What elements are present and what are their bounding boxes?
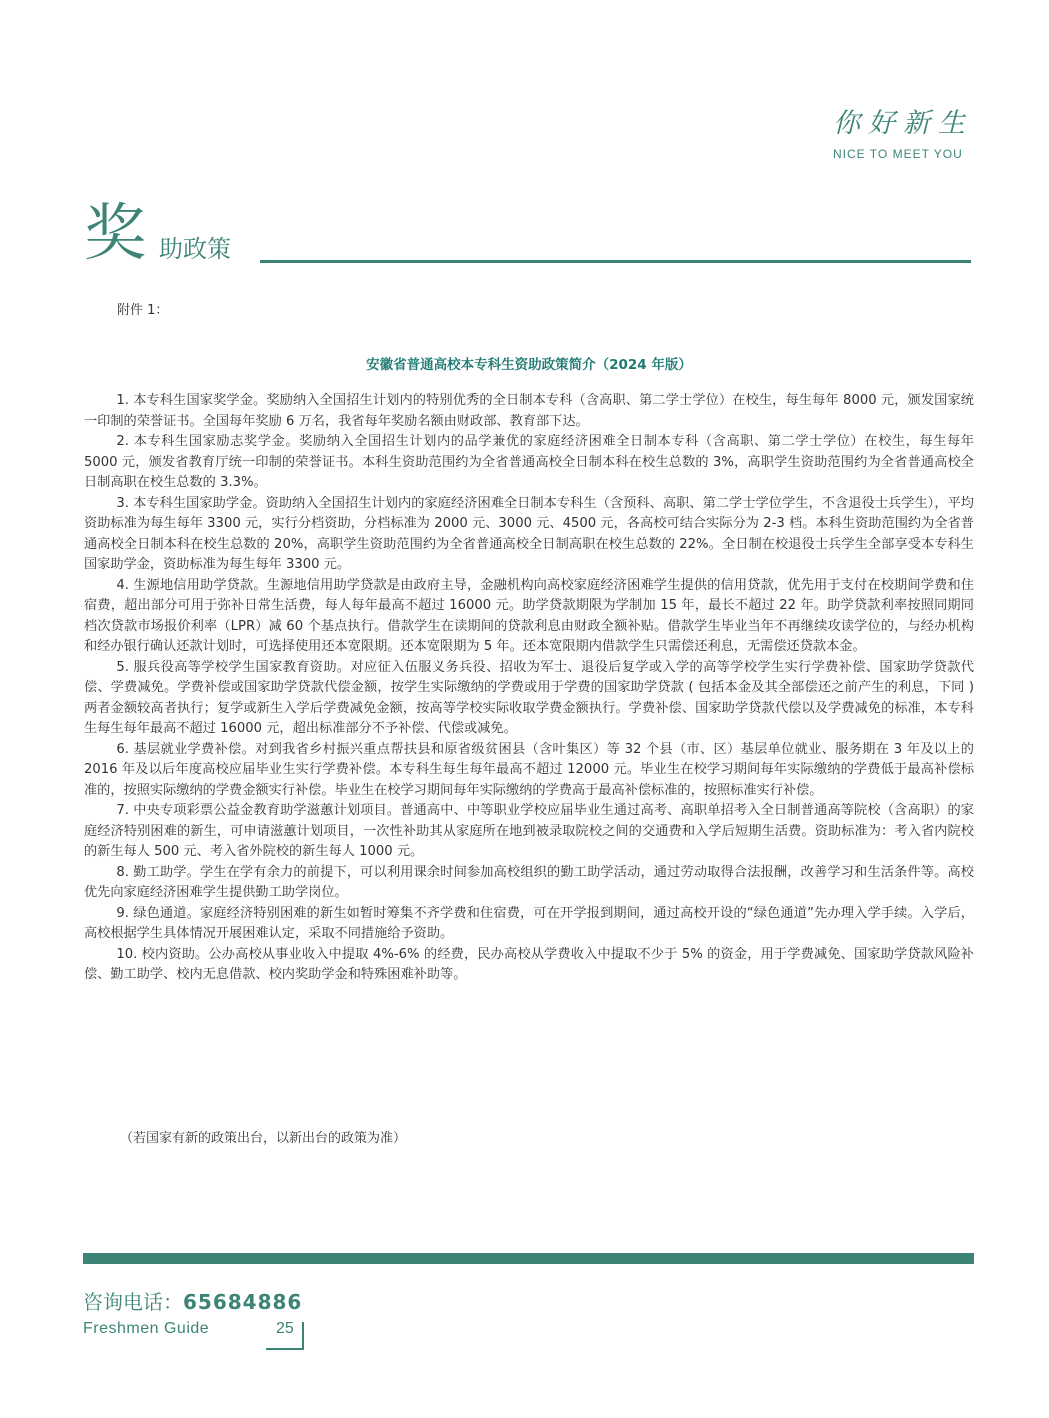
document-body — [84, 391, 974, 986]
guide-label: Freshmen Guide — [83, 1320, 210, 1337]
paragraph-6: 6. 基层就业学费补偿。对到我省乡村振兴重点帮扶县和原省级贫困县（含叶集区）等 32 个县（市、区）基层单位就业、服务期在 3 年及以上的 2016 年及以后年度高校应届毕业生实行学费补偿。本专科生每生每年最高不超过 12000 元。毕业生在校学习期间每年实际缴纳的学费低于最高补偿标准的，按照实际缴纳的学费金额实行补偿。毕业生在校学习期间每年实际缴纳的学费高于最高补偿标准的，按照标准实行补偿。 — [84, 741, 974, 798]
section-big-char: 奖 — [84, 196, 147, 269]
paragraph-5: 5. 服兵役高等学校学生国家教育资助。对应征入伍服义务兵役、招收为军士、退役后复学或入学的高等学校学生实行学费补偿、国家助学贷款代偿、学费减免。学费补偿或国家助学贷款代偿金额，按学生实际缴纳的学费或用于学费的国家助学贷款 ( 包括本金及其全部偿还之前产生的利息，下同 ) 两者金额较高者执行；复学或新生入学后学费减免金额，按高等学校实际收取学费金额执行。学费补偿、国家助学贷款代偿以及学费减免的标准，本专科生每生每年最高不超过 16000 元，超出标准部分不予补偿、代偿或减免。 — [84, 659, 974, 736]
paragraph-2: 2. 本专科生国家励志奖学金。奖励纳入全国招生计划内的品学兼优的家庭经济困难全日制本专科（含高职、第二学士学位）在校生，每生每年 5000 元，颁发省教育厅统一印制的荣誉证书。本科生资助范围约为全省普通高校全日制本科在校生总数的 3%，高职学生资助范围约为全省普通高校全日制高职在校生总数的 3.3%。 — [84, 434, 974, 490]
hotline-number: 65684886 — [183, 1290, 303, 1314]
hotline-label: 咨询电话： — [83, 1290, 183, 1314]
greeting-chinese: 你好新生 — [833, 108, 973, 139]
page-number: 25 — [276, 1320, 294, 1337]
paragraph-4: 4. 生源地信用助学贷款。生源地信用助学贷款是由政府主导，金融机构向高校家庭经济困难学生提供的信用贷款，优先用于支付在校期间学费和住宿费，超出部分可用于弥补日常生活费，每人每年最高不超过 16000 元。助学贷款期限为学制加 15 年，最长不超过 22 年。助学贷款利率按照同期同档次贷款市场报价利率（LPR）减 60 个基点执行。借款学生在读期间的贷款利息由财政全额补贴。借款学生毕业当年不再继续攻读学位的，与经办机构和经办银行确认还款计划时，可选择使用还本宽限期。还本宽限期为 5 年。还本宽限期内借款学生只需偿还利息，无需偿还贷款本金。 — [84, 577, 974, 654]
attachment-label: 附件 1： — [117, 303, 169, 318]
heading-rule — [260, 260, 971, 263]
footer-bar — [83, 1253, 974, 1264]
paragraph-9: 9. 绿色通道。家庭经济特别困难的新生如暂时筹集不齐学费和住宿费，可在开学报到期间，通过高校开设的“绿色通道”先办理入学手续。入学后，高校根据学生具体情况开展困难认定，采取不同措施给予资助。 — [84, 905, 974, 941]
greeting-english: NICE TO MEET YOU — [833, 147, 963, 161]
page-corner-mark — [266, 1322, 304, 1350]
hotline — [83, 1288, 302, 1316]
paragraph-3: 3. 本专科生国家助学金。资助纳入全国招生计划内的家庭经济困难全日制本专科生（含预科、高职、第二学士学位学生，不含退役士兵学生），平均资助标准为每生每年 3300 元，实行分档资助，分档标准为 2000 元、3000 元、4500 元，各高校可结合实际分为 2-3 档。本科生资助范围约为全省普通高校全日制本科在校生总数的 20%，高职学生资助范围约为全省普通高校全日制高职在校生总数的 22%。全日制在校退役士兵学生全部享受本专科生国家助学金，资助标准为每生每年 3300 元。 — [84, 495, 974, 572]
policy-note: （若国家有新的政策出台，以新出台的政策为准） — [120, 1131, 407, 1146]
paragraph-8: 8. 勤工助学。学生在学有余力的前提下，可以利用课余时间参加高校组织的勤工助学活动，通过劳动取得合法报酬，改善学习和生活条件等。高校优先向家庭经济困难学生提供勤工助学岗位。 — [84, 864, 974, 900]
document-title: 安徽省普通高校本专科生资助政策简介（2024 年版） — [366, 357, 692, 373]
paragraph-1: 1. 本专科生国家奖学金。奖励纳入全国招生计划内的特别优秀的全日制本专科（含高职、第二学士学位）在校生，每生每年 8000 元，颁发国家统一印制的荣誉证书。全国每年奖励 6 万名，我省每年奖励名额由财政部、教育部下达。 — [84, 393, 974, 429]
section-heading — [84, 196, 974, 276]
greeting-block — [833, 106, 973, 161]
paragraph-10: 10. 校内资助。公办高校从事业收入中提取 4%-6% 的经费，民办高校从学费收入中提取不少于 5% 的资金，用于学费减免、国家助学贷款风险补偿、勤工助学、校内无息借款、校内奖助学金和特殊困难补助等。 — [84, 946, 974, 982]
paragraph-7: 7. 中央专项彩票公益金教育助学滋蕙计划项目。普通高中、中等职业学校应届毕业生通过高考、高职单招考入全日制普通高等院校（含高职）的家庭经济特别困难的新生，可申请滋蕙计划项目，一次性补助其从家庭所在地到被录取院校之间的交通费和入学后短期生活费。资助标准为：考入省内院校的新生每人 500 元、考入省外院校的新生每人 1000 元。 — [84, 803, 974, 859]
section-subtitle: 助政策 — [159, 235, 231, 263]
